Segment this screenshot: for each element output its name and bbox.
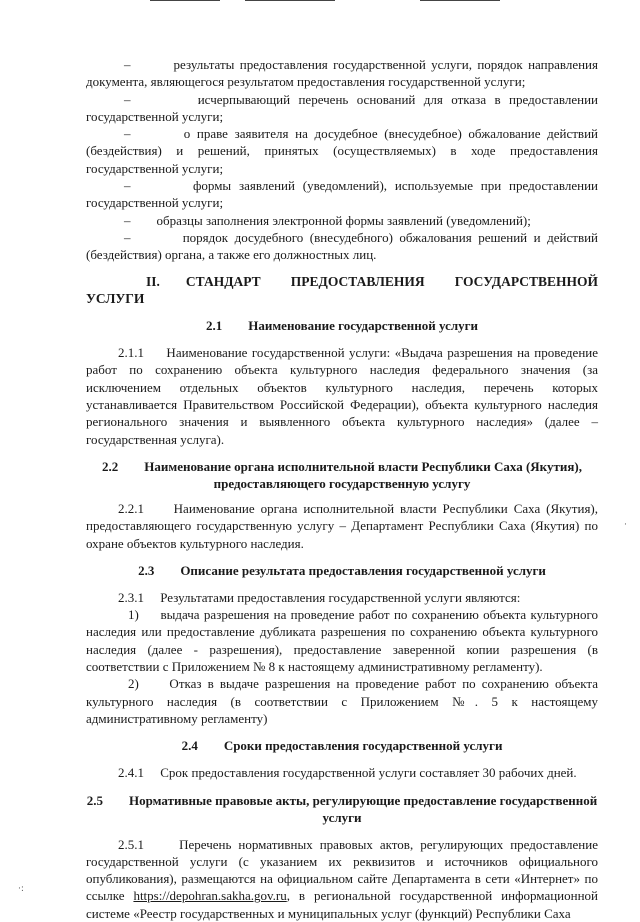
- list-item: – результаты предоставления государственной услуги, порядок направления документа, являющегося результатом предоставления государственной услуги;: [86, 57, 598, 90]
- paragraph-text: 2.5.1 Перечень нормативных правовых актов, регулирующих предоставление государственной услуги (с указанием их реквизитов и источников официального опубликования), размещаются на официальном сайте Департамента в сети «Интернет» по ссылке: [86, 836, 598, 904]
- website-link[interactable]: https://depohran.sakha.gov.ru: [133, 888, 287, 904]
- paragraph: 2.4.1 Срок предоставления государственной услуги составляет 30 рабочих дней.: [118, 765, 577, 781]
- subsection-title: Наименование органа исполнительной власти Республики Саха (Якутия),: [144, 458, 582, 474]
- paragraph: [86, 836, 598, 922]
- subsection-title-cont: предоставляющего государственную услугу: [213, 475, 471, 491]
- subsection-heading: [86, 317, 598, 334]
- subsection-number: 2.2: [102, 458, 119, 474]
- paragraph-text: , в региональной государственной информационной системе «Реестр государственных и муниципальных услуг (функций) Республики Саха: [86, 888, 598, 921]
- scan-edge-line: [420, 0, 500, 1]
- paragraph: 2.1.1 Наименование государственной услуги: «Выдача разрешения на проведение работ по сохранению объекта культурного наследия федерального значения (за исключением отдельных объектов культурного наследия, перечень которых устанавливается Правительством Российской Федерации), объекта культурного наследия регионального значения и выявленного объекта культурного наследия» (далее – государственная услуга).: [86, 345, 598, 447]
- paragraph: 2.3.1 Результатами предоставления государственной услуги являются:: [118, 589, 521, 605]
- list-item: – о праве заявителя на досудебное (внесудебное) обжалование действий (бездействия) и решений, принятых (осуществляемых) в ходе предоставления государственной услуги;: [86, 126, 598, 176]
- subsection-number: 2.1: [205, 318, 223, 334]
- list-item: – исчерпывающий перечень оснований для отказа в предоставлении государственной услуги;: [86, 91, 598, 124]
- section-number: II.: [146, 273, 160, 289]
- scan-artifact: ·: [624, 520, 627, 530]
- subsection-heading: [86, 562, 598, 579]
- list-item: – образцы заполнения электронной формы заявлений (уведомлений);: [124, 212, 531, 228]
- subsection-title: Сроки предоставления государственной услуги: [223, 738, 503, 754]
- paragraph: 2) Отказ в выдаче разрешения на проведение работ по сохранению объекта культурного наследия (в соответствии с Приложением №. 5 к настоящему административному регламенту): [86, 676, 598, 726]
- subsection-title: Нормативные правовые акты, регулирующие предоставление государственной: [129, 792, 598, 808]
- scan-edge-line: [245, 0, 335, 1]
- subsection-heading: [86, 792, 598, 826]
- subsection-number: 2.4: [181, 738, 198, 754]
- paragraph: 2.2.1 Наименование органа исполнительной власти Республики Саха (Якутия), предоставляющего государственную услугу – Департамент Республики Саха (Якутия) по охране объектов культурного наследия.: [86, 500, 598, 551]
- subsection-title: Наименование государственной услуги: [248, 318, 479, 334]
- document-body: [86, 56, 598, 922]
- section-heading: [86, 273, 598, 308]
- scan-edge-line: [150, 0, 220, 1]
- list-item: – формы заявлений (уведомлений), используемые при предоставлении государственной услуги;: [86, 178, 598, 211]
- subsection-number: 2.5: [86, 792, 103, 808]
- subsection-title-cont: услуги: [322, 809, 362, 825]
- section-title: СТАНДАРТ ПРЕДОСТАВЛЕНИЯ ГОСУДАРСТВЕННОЙ УСЛУГИ: [86, 273, 598, 306]
- list-item: – порядок досудебного (внесудебного) обжалования решений и действий (бездействия) органа, а также его должностных лиц.: [86, 229, 598, 263]
- subsection-number: 2.3: [138, 562, 155, 578]
- paragraph: 1) выдача разрешения на проведение работ по сохранению объекта культурного наследия или предоставление дубликата разрешения по сохранению объекта культурного наследия (далее - разрешения), предоставление заверенной копии разрешения (в соответствии с Приложением № 8 к настоящему административному регламенту).: [86, 607, 598, 675]
- subsection-heading: [86, 458, 598, 492]
- subsection-title: Описание результата предоставления государственной услуги: [180, 562, 546, 578]
- scan-artifact: ·:: [18, 884, 24, 894]
- subsection-heading: [86, 737, 598, 754]
